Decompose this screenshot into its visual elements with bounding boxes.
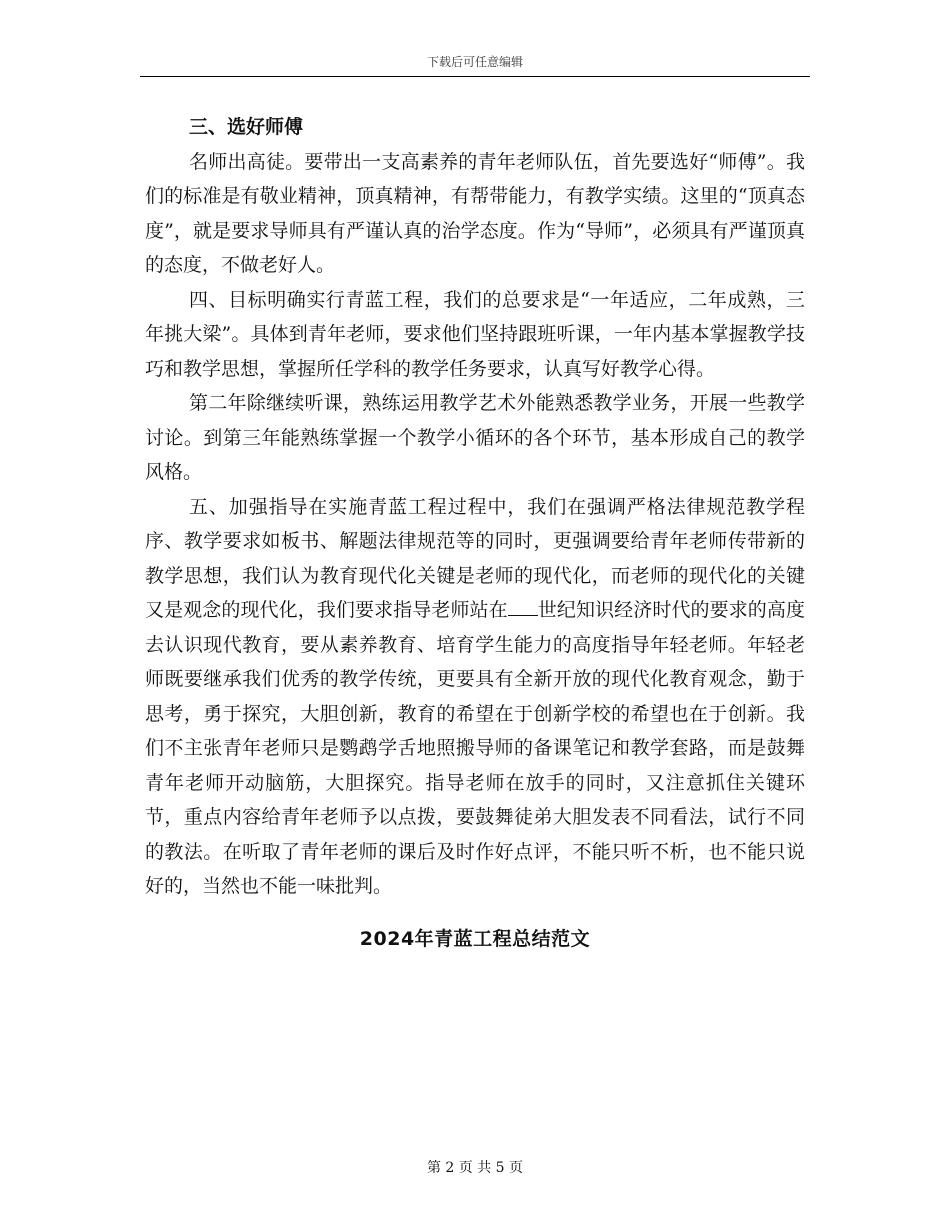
document-body [145, 110, 805, 956]
page-header: 下载后可任意编辑 [426, 55, 523, 69]
paragraph-goals: 四、目标明确实行青蓝工程，我们的总要求是“一年适应，二年成熟，三年挑大梁”。具体到青年老师，要求他们坚持跟班听课，一年内基本掌握教学技巧和教学思想，掌握所任学科的教学任务要求，认真写好教学心得。 [145, 288, 805, 380]
document-title: 2024年青蓝工程总结范文 [359, 927, 591, 950]
paragraph-guidance-part2: 世纪知识经济时代的要求的高度去认识现代教育，要从素养教育、培育学生能力的高度指导年轻老师。年轻老师既要继承我们优秀的教学传统，更要具有全新开放的现代化教育观念，勤于思考，勇于探究，大胆创新，教育的希望在于创新学校的希望也在于创新。我们不主张青年老师只是鹦鹉学舌地照搬导师的备课笔记和教学套路，而是鼓舞青年老师开动脑筋，大胆探究。指导老师在放手的同时，又注意抓住关键环节，重点内容给青年老师予以点拨，要鼓舞徒弟大胆发表不同看法，试行不同的教法。在听取了青年老师的课后及时作好点评，不能只听不析，也不能只说好的，当然也不能一味批判。 [145, 599, 805, 897]
fill-in-blank [508, 595, 538, 616]
header-divider [140, 76, 810, 77]
paragraph-second-year: 第二年除继续听课，熟练运用教学艺术外能熟悉教学业务，开展一些教学讨论。到第三年能熟练掌握一个教学小循环的各个环节，基本形成自己的教学风格。 [145, 392, 805, 483]
page-footer: 第 2 页 共 5 页 [426, 1160, 524, 1176]
paragraph-guidance [145, 490, 805, 904]
paragraph-mentor-selection: 名师出高徒。要带出一支高素养的青年老师队伍，首先要选好“师傅”。我们的标准是有敬业精神，顶真精神，有帮带能力，有教学实绩。这里的“顶真态度”，就是要求导师具有严谨认真的治学态度。作为“导师”，必须具有严谨顶真的态度，不做老好人。 [145, 150, 805, 276]
paragraph-guidance-part1: 五、加强指导在实施青蓝工程过程中，我们在强调严格法律规范教学程序、教学要求如板书、解题法律规范等的同时，更强调要给青年老师传带新的教学思想，我们认为教育现代化关键是老师的现代化，而老师的现代化的关键又是观念的现代化，我们要求指导老师站在 [145, 495, 805, 621]
section-heading: 三、选好师傅 [189, 116, 304, 138]
